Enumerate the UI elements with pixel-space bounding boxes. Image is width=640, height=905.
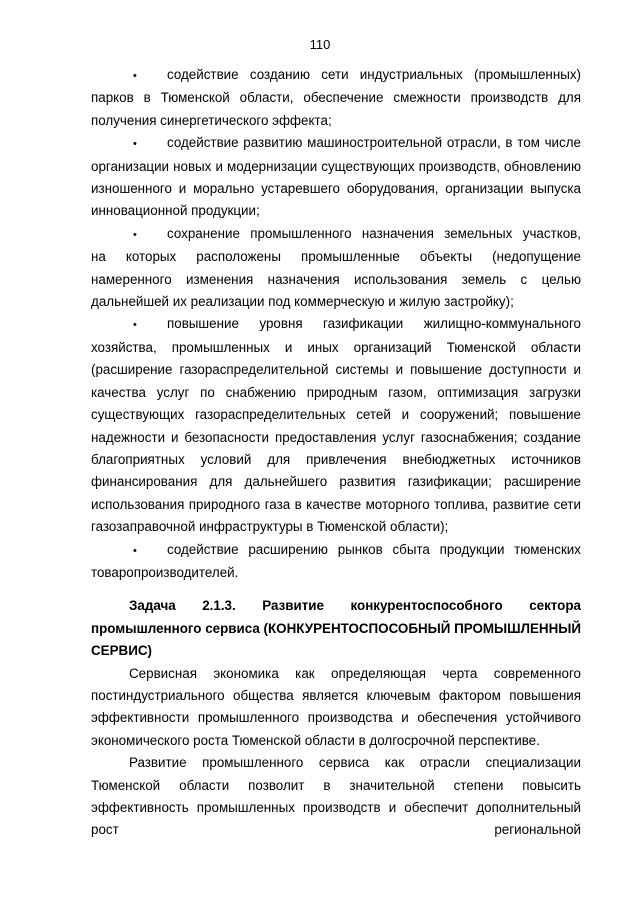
task-heading [91, 595, 581, 662]
bullet-item [91, 539, 581, 585]
task-number: 2.1.3. [202, 598, 236, 614]
bullet-item [91, 313, 581, 538]
bullet-first-line: содействие созданию сети индустриальных (промышленных) [167, 67, 581, 82]
task-title-part: Развитие [262, 598, 324, 614]
page-body [91, 64, 581, 842]
bullet-text: парков в Тюменской области, обеспечение смежности производств для получения синергетического эффекта; [91, 90, 581, 128]
bullet-item [91, 64, 581, 132]
bullet-first-line: содействие развитию машиностроительной отрасли, в том числе [167, 135, 581, 151]
task-title-rest: промышленного сервиса (КОНКУРЕНТОСПОСОБНЫЙ ПРОМЫШЛЕННЫЙ СЕРВИС) [91, 620, 581, 659]
bullet-text: на которых расположены промышленные объекты (недопущение намеренного изменения назначения использования земель с целью дальнейшей их реализации под коммерческую и жилую застройку); [91, 249, 581, 310]
page-number: 110 [309, 37, 331, 52]
bullet-text: организации новых и модернизации существующих производств, обновлению изношенного и морально устаревшего оборудования, организации выпуска инновационной продукции; [91, 158, 581, 219]
bullet-marker: • [133, 228, 137, 241]
body-paragraph: Развитие промышленного сервиса как отрасли специализации Тюменской области позволит в значительной степени повысить эффективность промышленных производств и обеспечит дополнительный рост региональной [91, 755, 581, 838]
task-title-part: конкурентоспособного [350, 598, 503, 614]
bullet-marker: • [133, 70, 137, 82]
bullet-text: хозяйства, промышленных и иных организаций Тюменской области (расширение газораспределительной системы и повышение доступности и качества услуг по снабжению природным газом, оптимизация загрузки существующих газораспределительных сетей и сооружений; повышение надежности и безопасности предоставления услуг газоснабжения; создание благоприятных условий для привлечения внебюджетных источников финансирования для дальнейшего развития газификации; расширение использования природного газа в качестве моторного топлива, развитие сети газозаправочной инфраструктуры в Тюменской области); [91, 339, 581, 535]
bullet-text: товаропроизводителей. [91, 564, 239, 580]
task-heading-first-line [91, 595, 581, 617]
task-word: Задача [129, 598, 176, 614]
bullet-first-line: содействие расширению рынков сбыта продукции тюменских [167, 541, 581, 557]
bullet-marker: • [133, 138, 137, 151]
task-title-part: сектора [529, 598, 581, 614]
bullet-first-line: повышение уровня газификации жилищно-коммунального [167, 316, 581, 332]
bullet-item [91, 132, 581, 223]
body-paragraph: Сервисная экономика как определяющая черта современного постиндустриального общества является ключевым фактором повышения эффективности промышленного производства и обеспечения устойчивого экономического роста Тюменской области в долгосрочной перспективе. [91, 665, 581, 748]
bullet-item [91, 223, 581, 314]
bullet-first-line: сохранение промышленного назначения земельных участков, [167, 225, 581, 241]
bullet-marker: • [133, 544, 137, 557]
bullet-marker: • [133, 319, 137, 332]
